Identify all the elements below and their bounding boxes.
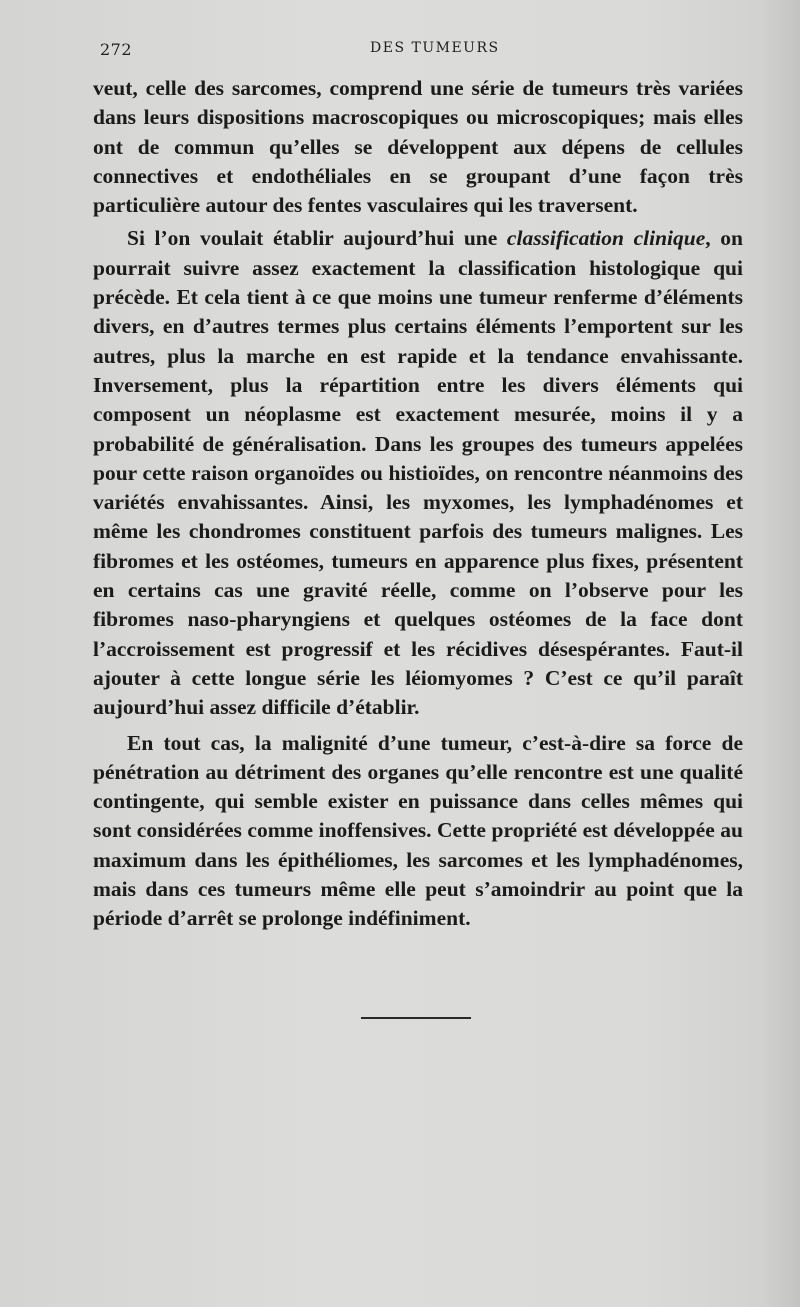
running-head: DES TUMEURS — [370, 40, 500, 56]
paragraph-2-start: Si l’on voulait établir aujourd’hui une — [127, 226, 507, 251]
paragraph-2-italic-term: classification clinique — [506, 226, 706, 251]
paragraph-2 — [93, 224, 743, 722]
paragraph-3: En tout cas, la malignité d’une tumeur, c’est-à-dire sa force de pénétration au détriment des organes qu’elle rencontre est une qualité contingente, qui semble exister en puissance dans celles mêmes qui sont considérées comme inoffensives. Cette propriété est développée au maximum dans les épithéliomes, les sarcomes et les lymphadénomes, mais dans ces tumeurs même elle peut s’amoindrir au point que la période d’arrêt se prolonge indéfiniment. — [93, 730, 743, 931]
body-text — [93, 74, 743, 934]
page-edge-shadow — [760, 0, 800, 1307]
section-end-rule — [361, 1017, 471, 1019]
page-number: 272 — [100, 40, 133, 59]
paragraph-2-rest: , on pourrait suivre assez exactement la classification histologique qui précède. Et cela tient à ce que moins une tumeur renferme d’éléments divers, en d’autres termes plus certains éléments l’emportent sur les autres, plus la marche en est rapide et la tendance envahissante. Inversement, plus la répartition entre les divers éléments qui composent un néoplasme est exactement mesurée, moins il y a probabilité de généralisation. Dans les groupes des tumeurs appelées pour cette raison organoïdes ou histioïdes, on rencontre néanmoins des variétés envahissantes. Ainsi, les myxomes, les lymphadénomes et même les chondromes constituent parfois des tumeurs malignes. Les fibromes et les ostéomes, tumeurs en apparence plus fixes, présentent en certains cas une gravité réelle, comme on l’observe pour les fibromes naso-pharyngiens et quelques ostéomes de la face dont l’accroissement est progressif et les récidives désespérantes. Faut-il ajouter à cette longue série les léiomyomes ? C’est ce qu’il paraît aujourd’hui assez difficile d’établir. — [93, 226, 743, 720]
page-header — [100, 40, 750, 62]
paragraph-1: veut, celle des sarcomes, comprend une série de tumeurs très variées dans leurs dispositions macroscopiques ou microscopiques; mais elles ont de commun qu’elles se développent aux dépens de cellules connectives et endothéliales en se groupant d’une façon très particulière autour des fentes vasculaires qui les traversent. — [93, 76, 743, 218]
